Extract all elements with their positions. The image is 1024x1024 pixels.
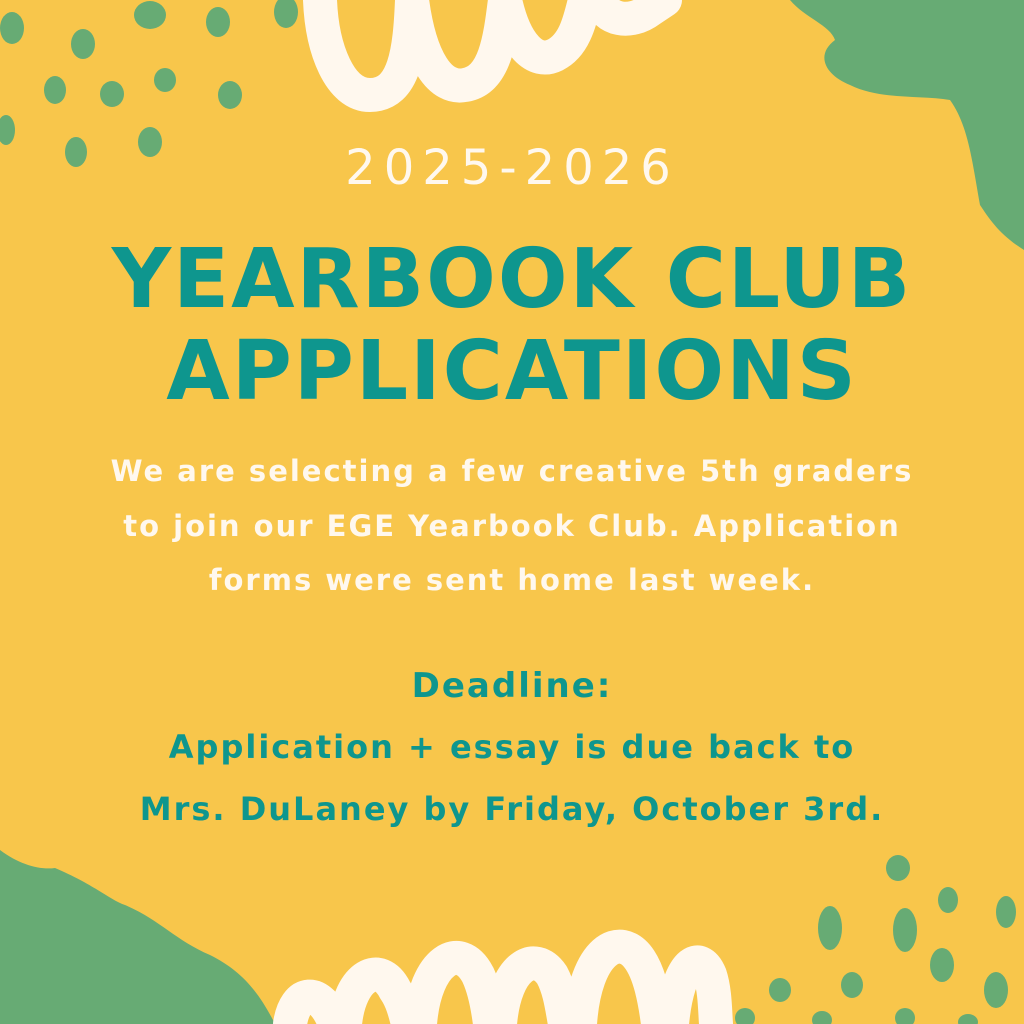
title-line-2: APPLICATIONS <box>166 324 858 419</box>
description-line-2: to join our EGE Yearbook Club. Application <box>123 509 901 543</box>
description-line-1: We are selecting a few creative 5th graders <box>110 454 914 488</box>
title-line-1: YEARBOOK CLUB <box>111 232 913 327</box>
deadline-heading: Deadline: <box>411 666 613 706</box>
deadline-line-2: Mrs. DuLaney by Friday, October 3rd. <box>139 790 885 828</box>
description-line-3: forms were sent home last week. <box>208 563 816 597</box>
deadline-line-1: Application + essay is due back to <box>168 728 856 766</box>
school-year: 2025-2026 <box>345 140 679 196</box>
